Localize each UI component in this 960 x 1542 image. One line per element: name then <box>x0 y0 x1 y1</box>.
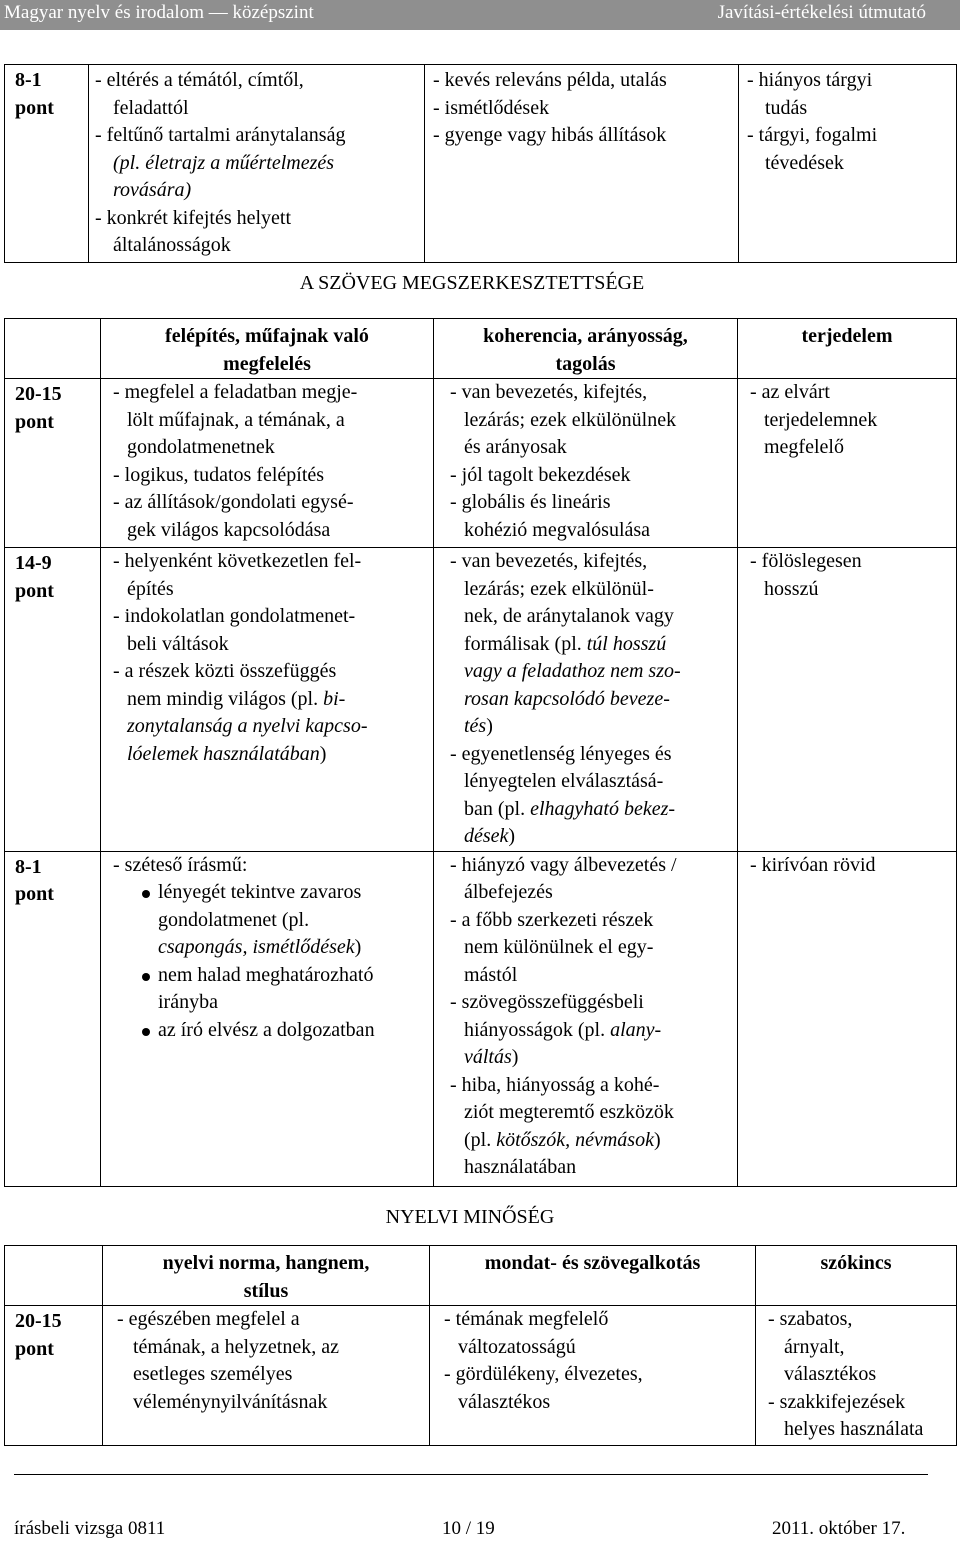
criteria-cell: - kirívóan rövid <box>738 851 957 1186</box>
page-number: 10 / 19 <box>442 1518 495 1539</box>
column-header: terjedelem <box>738 319 957 379</box>
bullet-icon <box>142 890 150 898</box>
points-cell: 8-1 pont <box>5 851 101 1186</box>
bullet-icon <box>142 973 150 981</box>
points-cell: 14-9 pont <box>5 548 101 852</box>
table-row <box>5 851 957 1186</box>
language-table <box>4 1245 957 1446</box>
table-row <box>5 65 957 263</box>
footer-exam: írásbeli vizsga 0811 <box>14 1518 166 1539</box>
section-title: A SZÖVEG MEGSZERKESZTETTSÉGE <box>299 272 645 294</box>
criteria-cell: - széteső írásmű: lényegét tekintve zavaros gondolatmenet (pl. csapongás, ismétlődések) nem halad meghatározható irányba az író elvész a dolgozatban <box>101 851 434 1186</box>
structure-table <box>4 318 957 1187</box>
bullet-icon <box>142 1028 150 1036</box>
column-header: felépítés, műfajnak való megfelelés <box>101 319 434 379</box>
column-header: szókincs <box>756 1246 957 1306</box>
column-header: nyelvi norma, hangnem, stílus <box>103 1246 430 1306</box>
empty-cell <box>5 1246 103 1306</box>
column-header: mondat- és szövegalkotás <box>430 1246 756 1306</box>
criteria-cell: - az elvárt terjedelemnek megfelelő <box>738 379 957 548</box>
list-item: lényegét tekintve zavaros gondolatmenet (pl. csapongás, ismétlődések) <box>113 879 433 962</box>
bullet-list <box>113 879 433 1044</box>
points-cell: 8-1 pont <box>5 65 89 263</box>
points-cell: 20-15 pont <box>5 1306 103 1446</box>
footer-divider <box>14 1474 928 1475</box>
column-header: koherencia, arányosság, tagolás <box>434 319 738 379</box>
points-cell: 20-15 pont <box>5 379 101 548</box>
table-row <box>5 1306 957 1446</box>
criteria-cell: - fölöslegesen hosszú <box>738 548 957 852</box>
table-header-row <box>5 1246 957 1306</box>
list-item: nem halad meghatározható irányba <box>113 962 433 1017</box>
section-title: NYELVI MINŐSÉG <box>385 1206 555 1228</box>
criteria-cell: - megfelel a feladatban megje- lölt műfajnak, a témának, a gondolatmenetnek - logikus, tudatos felépítés - az állítások/gondolati egysé- gek világos kapcsolódása <box>101 379 434 548</box>
criteria-cell: - szabatos, árnyalt, választékos - szakkifejezések helyes használata <box>756 1306 957 1446</box>
table-row <box>5 548 957 852</box>
criteria-cell: - eltérés a témától, címtől, feladattól - feltűnő tartalmi aránytalanság (pl. életrajz a műértelmezés rovására) - konkrét kifejtés helyett általánosságok <box>89 65 425 263</box>
header-subtitle: Javítási-értékelési útmutató <box>717 2 926 23</box>
criteria-cell: - témának megfelelő változatosságú - gördülékeny, élvezetes, választékos <box>430 1306 756 1446</box>
criteria-cell: - hiányos tárgyi tudás - tárgyi, fogalmi tévedések <box>739 65 957 263</box>
list-item: az író elvész a dolgozatban <box>113 1017 433 1045</box>
criteria-cell: - egészében megfelel a témának, a helyzetnek, az esetleges személyes véleménynyilvánításnak <box>103 1306 430 1446</box>
table-header-row <box>5 319 957 379</box>
table-row <box>5 379 957 548</box>
criteria-cell: - van bevezetés, kifejtés, lezárás; ezek elkülönül- nek, de aránytalanok vagy formálisak (pl. túl hosszú vagy a feladathoz nem szo- rosan kapcsolódó beveze- tés) - egyenetlenség lényeges és lényegtelen elválasztásá- ban (pl. elhagyható bekez- dések) <box>434 548 738 852</box>
page-header <box>0 0 960 30</box>
criteria-cell: - hiányzó vagy álbevezetés / álbefejezés - a főbb szerkezeti részek nem különülnek el egy- mástól - szövegösszefüggésbeli hiányosságok (pl. alany- váltás) - hiba, hiányosság a kohé- ziót megteremtő eszközök (pl. kötőszók, névmások) használatában <box>434 851 738 1186</box>
footer-date: 2011. október 17. <box>772 1518 906 1539</box>
top-table <box>4 64 957 263</box>
criteria-cell: - kevés releváns példa, utalás - ismétlődések - gyenge vagy hibás állítások <box>425 65 739 263</box>
criteria-cell: - helyenként következetlen fel- építés - indokolatlan gondolatmenet- beli váltások - a részek közti összefüggés nem mindig világos (pl. bi- zonytalanság a nyelvi kapcso- lóelemek használatában) <box>101 548 434 852</box>
header-title: Magyar nyelv és irodalom — középszint <box>4 2 314 23</box>
criteria-cell: - van bevezetés, kifejtés, lezárás; ezek elkülönülnek és arányosak - jól tagolt bekezdések - globális és lineáris kohézió megvalósulása <box>434 379 738 548</box>
empty-cell <box>5 319 101 379</box>
